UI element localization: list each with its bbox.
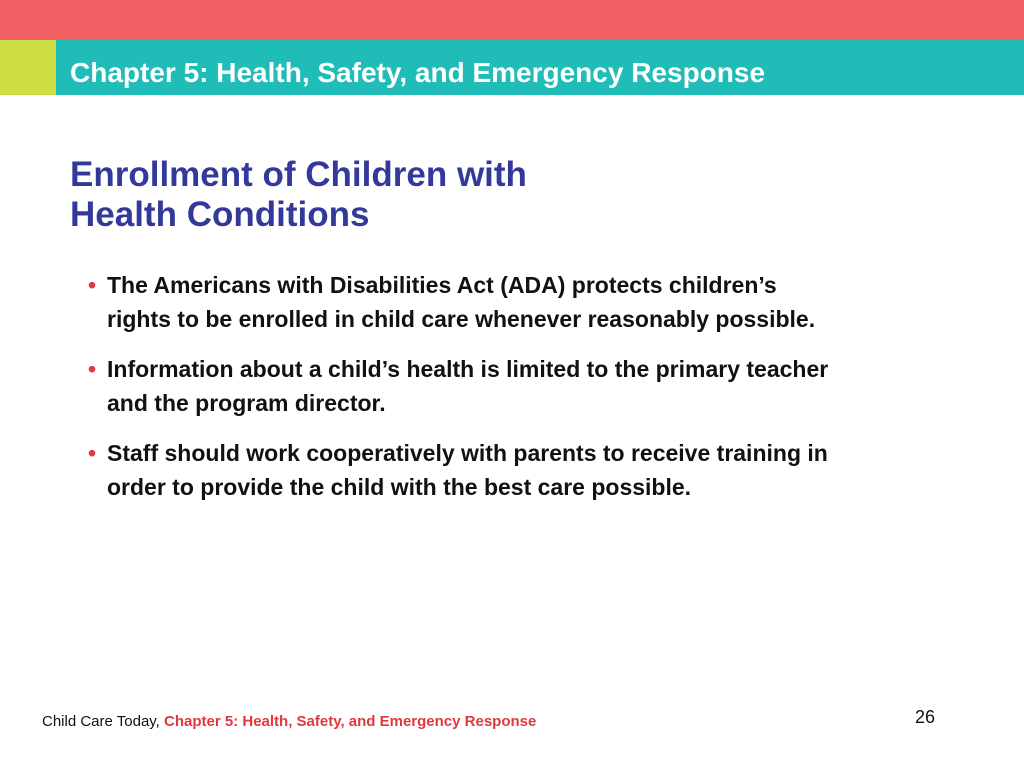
top-color-stripe bbox=[0, 0, 1024, 40]
bullet-dot-icon: • bbox=[88, 356, 97, 382]
footer bbox=[42, 713, 536, 730]
bullet-dot-icon: • bbox=[88, 440, 97, 466]
bullet-text: Staff should work cooperatively with parents to receive training in order to provide the child with the best care possible. bbox=[107, 440, 828, 500]
page-number: 26 bbox=[914, 707, 936, 727]
bullet-dot-icon: • bbox=[88, 272, 97, 298]
slide-title-line-1: Enrollment of Children with bbox=[70, 155, 527, 194]
footer-chapter-title: Chapter 5: Health, Safety, and Emergency Response bbox=[164, 713, 537, 730]
bullet-list bbox=[88, 268, 838, 520]
slide-title-line-2: Health Conditions bbox=[70, 195, 370, 234]
bullet-item bbox=[88, 352, 838, 420]
bullet-item bbox=[88, 436, 838, 504]
bullet-text: Information about a child’s health is limited to the primary teacher and the program director. bbox=[107, 356, 829, 416]
slide-title bbox=[70, 155, 770, 235]
bullet-text: The Americans with Disabilities Act (ADA) protects children’s rights to be enrolled in child care whenever reasonably possible. bbox=[107, 272, 816, 332]
accent-block bbox=[0, 40, 56, 95]
footer-book-title: Child Care Today, bbox=[42, 713, 160, 730]
chapter-header-title: Chapter 5: Health, Safety, and Emergency Response bbox=[70, 57, 766, 88]
bullet-item bbox=[88, 268, 838, 336]
